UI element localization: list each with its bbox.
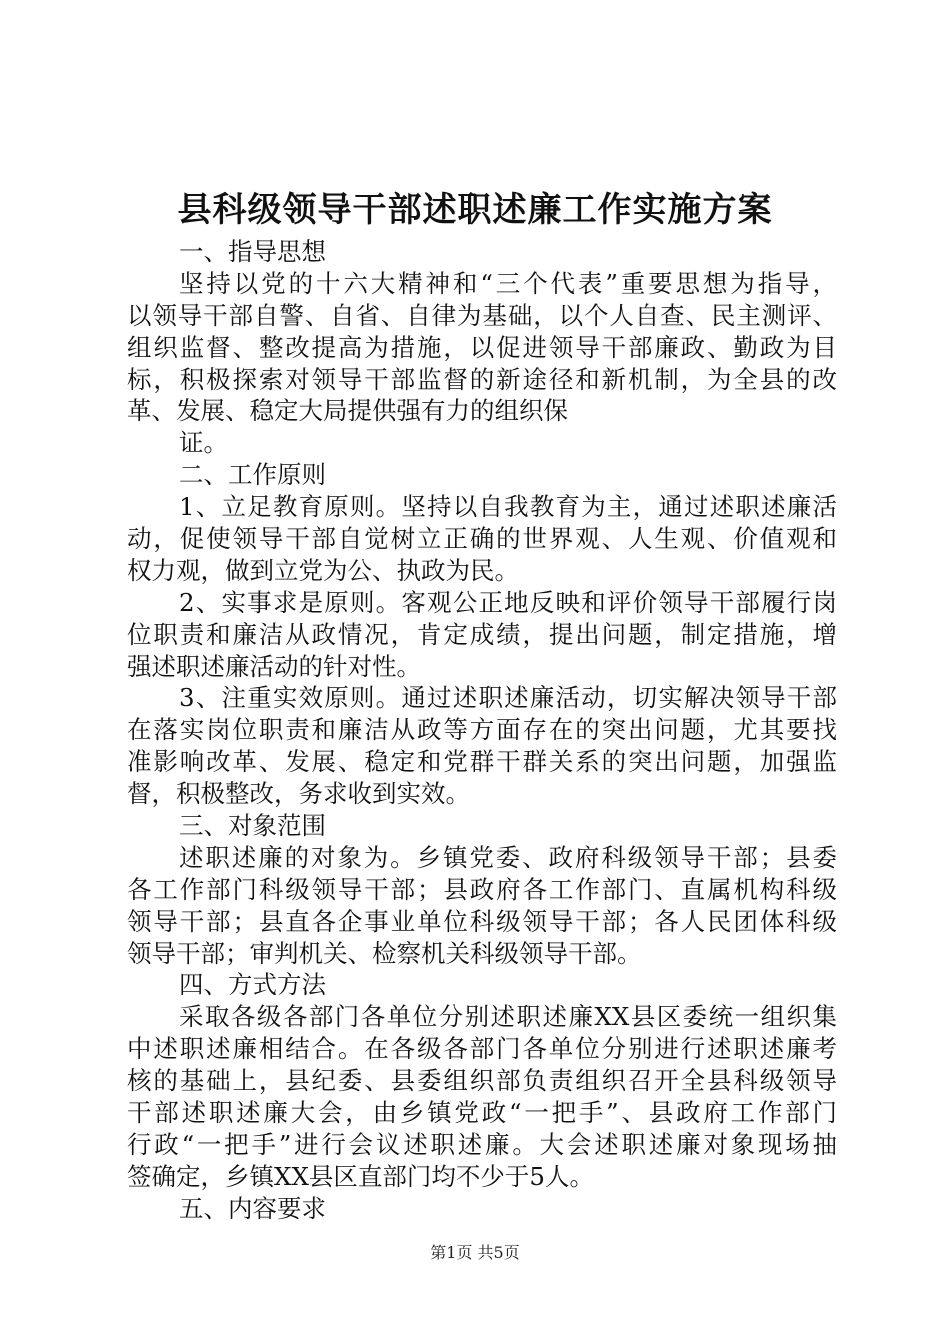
paragraph-line: 采取各级各部门各单位分别述职述廉XX县区委统一组织集	[179, 1002, 837, 1032]
paragraph-line: 督，积极整改，务求收到实效。	[127, 779, 470, 809]
paragraph-line: 各工作部门科级领导干部；县政府各工作部门、直属机构科级	[127, 874, 837, 904]
paragraph-line: 组织监督、整改提高为措施，以促进领导干部廉政、勤政为目	[127, 332, 837, 362]
section-heading: 五、内容要求	[179, 1193, 326, 1223]
paragraph-line: 革、发展、稳定大局提供强有力的组织保	[127, 396, 568, 426]
paragraph-line: 3、注重实效原则。通过述职述廉活动，切实解决领导干部	[179, 683, 837, 713]
paragraph-line: 1、立足教育原则。坚持以自我教育为主，通过述职述廉活	[179, 492, 837, 522]
paragraph-line: 标，积极探索对领导干部监督的新途径和新机制，为全县的改	[127, 364, 837, 394]
paragraph-line: 2、实事求是原则。客观公正地反映和评价领导干部履行岗	[179, 587, 837, 617]
paragraph-line: 核的基础上，县纪委、县委组织部负责组织召开全县科级领导	[127, 1066, 837, 1096]
page-footer: 第1页 共5页	[430, 1243, 520, 1262]
paragraph-line: 准影响改革、发展、稳定和党群干群关系的突出问题，加强监	[127, 747, 837, 777]
paragraph-line: 动，促使领导干部自觉树立正确的世界观、人生观、价值观和	[127, 524, 837, 554]
paragraph-line: 领导干部；审判机关、检察机关科级领导干部。	[127, 938, 642, 968]
document-title: 县科级领导干部述职述廉工作实施方案	[177, 190, 773, 230]
section-heading: 二、工作原则	[179, 460, 326, 490]
paragraph-line: 证。	[179, 428, 228, 458]
paragraph-line: 签确定，乡镇XX县区直部门均不少于5人。	[127, 1161, 594, 1191]
paragraph-line: 述职述廉的对象为。乡镇党委、政府科级领导干部；县委	[179, 842, 837, 872]
paragraph-line: 位职责和廉洁从政情况，肯定成绩，提出问题，制定措施，增	[127, 619, 837, 649]
paragraph-line: 行政“一把手”进行会议述职述廉。大会述职述廉对象现场抽	[127, 1129, 837, 1159]
document-body	[127, 236, 837, 1225]
paragraph-line: 强述职述廉活动的针对性。	[127, 651, 421, 681]
paragraph-line: 在落实岗位职责和廉洁从政等方面存在的突出问题，尤其要找	[127, 715, 837, 745]
section-heading: 一、指导思想	[179, 237, 326, 266]
section-heading: 四、方式方法	[179, 970, 326, 1000]
paragraph-line: 权力观，做到立党为公、执政为民。	[127, 555, 519, 585]
paragraph-line: 中述职述廉相结合。在各级各部门各单位分别进行述职述廉考	[127, 1034, 837, 1064]
paragraph-line: 干部述职述廉大会，由乡镇党政“一把手”、县政府工作部门	[127, 1098, 837, 1128]
paragraph-line: 领导干部；县直各企事业单位科级领导干部；各人民团体科级	[127, 906, 837, 936]
section-heading: 三、对象范围	[179, 811, 326, 841]
paragraph-line: 以领导干部自警、自省、自律为基础，以个人自查、民主测评、	[127, 300, 837, 330]
paragraph-line: 坚持以党的十六大精神和“三个代表”重要思想为指导，	[179, 268, 837, 298]
